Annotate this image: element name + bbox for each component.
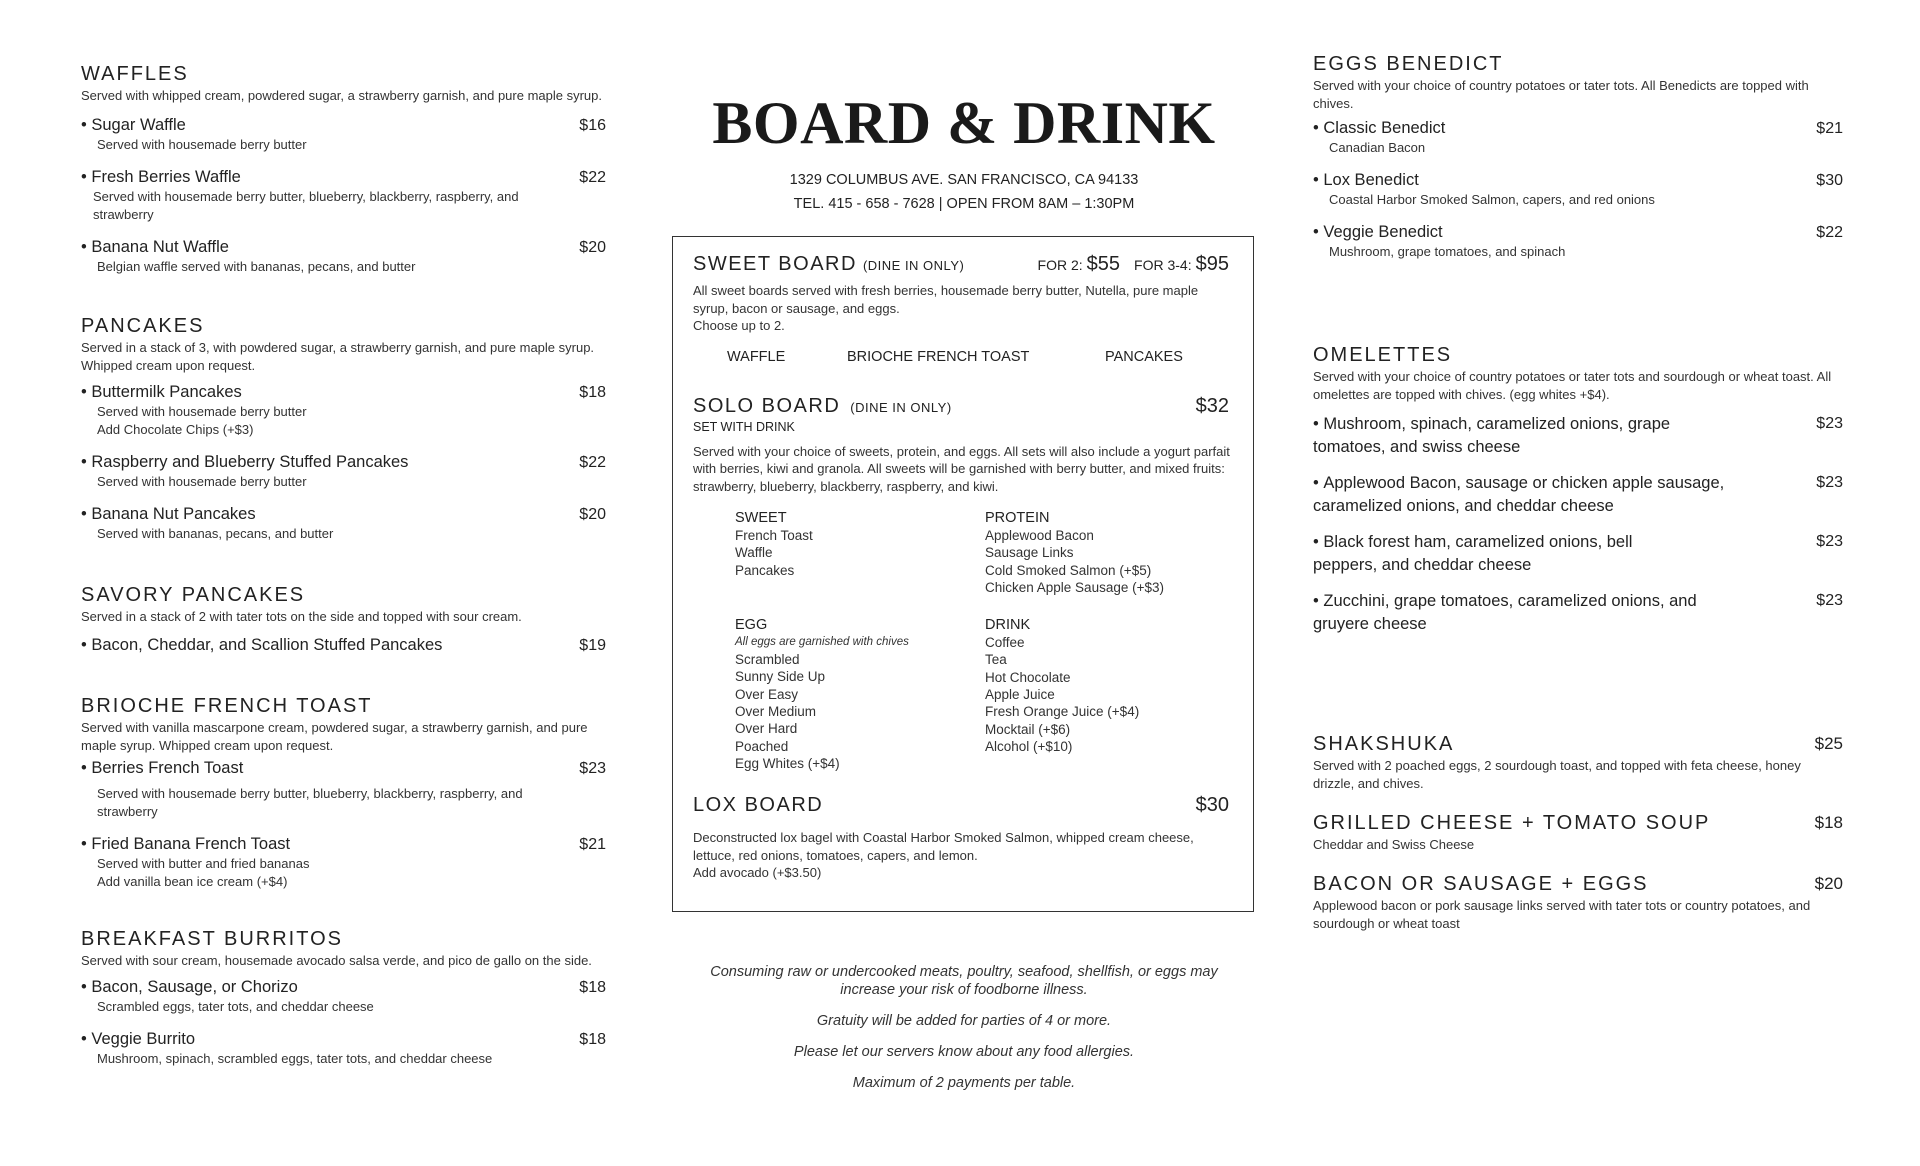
item-name: • Black forest ham, caramelized onions, bell peppers, and cheddar cheese	[1313, 531, 1683, 577]
item-price: $23	[1816, 533, 1843, 550]
lox-board-title: LOX BOARD $30	[693, 794, 1229, 817]
item-price: $20	[579, 506, 606, 523]
menu-item	[81, 237, 609, 276]
item-name: • Buttermilk Pancakes	[81, 382, 242, 403]
item-price: $19	[579, 637, 606, 654]
lox-board	[693, 794, 1233, 882]
section-waffles	[81, 62, 609, 276]
section-shakshuka	[1313, 732, 1855, 793]
menu-item	[81, 758, 609, 821]
item-name: • Classic Benedict	[1313, 118, 1445, 139]
item-name: • Mushroom, spinach, caramelized onions, grape tomatoes, and swiss cheese	[1313, 413, 1703, 459]
section-savory-pancakes	[81, 583, 609, 656]
section-title: PANCAKES	[81, 315, 205, 337]
item-price: $25	[1814, 734, 1843, 753]
item-name: • Banana Nut Waffle	[81, 237, 229, 258]
section-title: EGGS BENEDICT	[1313, 53, 1504, 75]
gratuity-note: Gratuity will be added for parties of 4 or more.	[816, 1013, 1112, 1029]
item-price: $18	[579, 1031, 606, 1048]
item-price: $20	[1814, 874, 1843, 893]
drink-options: DRINK Coffee Tea Hot Chocolate Apple Juice Fresh Orange Juice (+$4) Mocktail (+$6) Alcohol (+$10)	[985, 617, 1140, 754]
boards-box	[672, 236, 1254, 912]
payment-note: Maximum of 2 payments per table.	[852, 1075, 1076, 1091]
menu-item	[1313, 590, 1855, 636]
sweet-board-description: All sweet boards served with fresh berries, housemade berry butter, Nutella, pure maple syrup, bacon or sausage, and eggs. Choose up to 2.	[693, 283, 1199, 333]
sweet-board	[693, 253, 1233, 365]
item-price: $22	[579, 454, 606, 471]
sweet-board-choices: WAFFLE BRIOCHE FRENCH TOAST PANCAKES	[727, 348, 1183, 365]
section-description: Served with your choice of country potatoes or tater tots and sourdough or wheat toast. All omelettes are topped with chives. (egg whites +$4).	[1313, 369, 1832, 402]
menu-item	[81, 452, 609, 491]
right-column	[1313, 52, 1855, 933]
item-name: • Applewood Bacon, sausage or chicken apple sausage, caramelized onions, and cheddar cheese	[1313, 472, 1733, 518]
section-description: Served in a stack of 3, with powdered sugar, a strawberry garnish, and pure maple syrup. Whipped cream upon request.	[81, 340, 595, 373]
item-name: • Veggie Benedict	[1313, 222, 1443, 243]
left-column	[81, 62, 609, 1068]
item-description: Served with housemade berry butter, blueberry, blackberry, raspberry, and strawberry	[97, 786, 523, 819]
menu-item	[81, 382, 609, 439]
lox-board-description: Deconstructed lox bagel with Coastal Harbor Smoked Salmon, whipped cream cheese, lettuce, red onions, tomatoes, capers, and lemon. Add avocado (+$3.50)	[693, 830, 1194, 881]
solo-board-options	[693, 509, 1233, 772]
section-title: WAFFLES	[81, 63, 189, 85]
price-for-3-4: $95	[1195, 253, 1229, 275]
item-price: $16	[579, 117, 606, 134]
section-title: BREAKFAST BURRITOS	[81, 928, 343, 950]
menu-item	[81, 977, 609, 1016]
item-name: • Zucchini, grape tomatoes, caramelized onions, and gruyere cheese	[1313, 590, 1703, 636]
item-description: Mushroom, grape tomatoes, and spinach	[1329, 244, 1566, 259]
section-title: SAVORY PANCAKES	[81, 584, 306, 606]
sweet-options: SWEET French Toast Waffle Pancakes	[735, 510, 813, 578]
item-description: Canadian Bacon	[1329, 140, 1426, 155]
item-description: Served with butter and fried bananas	[97, 856, 310, 871]
menu-item	[81, 504, 609, 543]
section-title: SHAKSHUKA $25	[1313, 732, 1855, 756]
item-addon: Add vanilla bean ice cream (+$4)	[97, 874, 288, 889]
item-name: • Raspberry and Blueberry Stuffed Pancakes	[81, 452, 408, 473]
item-price: $21	[1816, 120, 1843, 137]
item-price: $18	[579, 384, 606, 401]
restaurant-header	[672, 88, 1256, 216]
item-description: Coastal Harbor Smoked Salmon, capers, and red onions	[1329, 192, 1655, 207]
menu-item	[1313, 170, 1855, 209]
item-name: • Fried Banana French Toast	[81, 834, 290, 855]
restaurant-address: 1329 COLUMBUS AVE. SAN FRANCISCO, CA 94133 TEL. 415 - 658 - 7628 | OPEN FROM 8AM – 1:30PM	[789, 172, 1139, 212]
section-bacon-eggs	[1313, 872, 1855, 933]
item-price: $23	[579, 760, 606, 777]
section-eggs-benedict	[1313, 52, 1855, 261]
food-safety-note: Consuming raw or undercooked meats, poultry, seafood, shellfish, or eggs may increase your risk of foodborne illness.	[710, 964, 1218, 998]
menu-item	[1313, 118, 1855, 157]
section-description: Served with your choice of country potatoes or tater tots. All Benedicts are topped with chives.	[1313, 78, 1809, 111]
item-description: Served with bananas, pecans, and butter	[97, 526, 334, 541]
section-breakfast-burritos	[81, 927, 609, 1068]
solo-board	[693, 395, 1233, 773]
menu-item	[81, 635, 609, 656]
section-description: Cheddar and Swiss Cheese	[1313, 837, 1475, 852]
menu-item	[1313, 222, 1855, 261]
section-grilled-cheese	[1313, 811, 1855, 854]
item-price: $22	[1816, 224, 1843, 241]
section-pancakes	[81, 314, 609, 543]
item-price: $23	[1816, 474, 1843, 491]
item-name: • Veggie Burrito	[81, 1029, 195, 1050]
menu-item	[81, 167, 609, 224]
item-description: Served with housemade berry butter	[97, 137, 307, 152]
item-description: Served with housemade berry butter	[97, 474, 307, 489]
menu-item	[81, 834, 609, 891]
sweet-board-title: SWEET BOARD (DINE IN ONLY) FOR 2: $55 FOR 3-4: $95	[693, 253, 1229, 275]
price-for-2: $55	[1086, 253, 1121, 275]
item-price: $30	[1816, 172, 1843, 189]
item-price: $23	[1816, 415, 1843, 432]
item-price: $21	[579, 836, 606, 853]
item-description: Scrambled eggs, tater tots, and cheddar cheese	[97, 999, 374, 1014]
lox-board-price: $30	[1195, 794, 1229, 817]
section-description: Served with whipped cream, powdered sugar, a strawberry garnish, and pure maple syrup.	[81, 88, 602, 103]
menu-item	[1313, 472, 1855, 518]
section-description: Served with 2 poached eggs, 2 sourdough toast, and topped with feta cheese, honey drizzle, and chives.	[1313, 758, 1801, 791]
menu-item	[1313, 413, 1855, 459]
item-description: Served with housemade berry butter, blueberry, blackberry, raspberry, and strawberry	[93, 189, 519, 222]
item-name: • Bacon, Cheddar, and Scallion Stuffed Pancakes	[81, 635, 442, 656]
item-name: • Lox Benedict	[1313, 170, 1419, 191]
protein-options: PROTEIN Applewood Bacon Sausage Links Cold Smoked Salmon (+$5) Chicken Apple Sausage (+$3)	[985, 510, 1164, 595]
menu-item	[81, 1029, 609, 1068]
item-name: • Banana Nut Pancakes	[81, 504, 256, 525]
section-description: Served in a stack of 2 with tater tots on the side and topped with sour cream.	[81, 609, 522, 624]
item-price: $18	[579, 979, 606, 996]
section-title: BACON OR SAUSAGE + EGGS $20	[1313, 872, 1855, 896]
menu-item	[81, 115, 609, 154]
solo-board-subtitle: SET WITH DRINK	[693, 419, 795, 434]
section-title: GRILLED CHEESE + TOMATO SOUP $18	[1313, 811, 1855, 835]
item-name: • Bacon, Sausage, or Chorizo	[81, 977, 298, 998]
section-description: Served with vanilla mascarpone cream, powdered sugar, a strawberry garnish, and pure maple syrup. Whipped cream upon request.	[81, 720, 588, 753]
section-brioche-french-toast	[81, 694, 609, 891]
solo-board-title: SOLO BOARD (DINE IN ONLY) $32	[693, 394, 1229, 417]
solo-board-price: $32	[1195, 394, 1229, 417]
allergy-note: Please let our servers know about any food allergies.	[793, 1044, 1135, 1060]
item-name: • Berries French Toast	[81, 758, 243, 779]
item-price: $22	[579, 169, 606, 186]
item-name: • Sugar Waffle	[81, 115, 186, 136]
section-title: BRIOCHE FRENCH TOAST	[81, 695, 373, 717]
item-price: $23	[1816, 592, 1843, 609]
item-addon: Add Chocolate Chips (+$3)	[97, 422, 254, 437]
item-description: Belgian waffle served with bananas, pecans, and butter	[97, 259, 416, 274]
menu-notes	[672, 963, 1256, 1105]
restaurant-name: BOARD & DRINK	[712, 90, 1216, 156]
egg-options: EGG All eggs are garnished with chives Scrambled Sunny Side Up Over Easy Over Medium Over Hard Poached Egg Whites (+$4)	[735, 617, 909, 771]
menu-item	[1313, 531, 1855, 577]
section-omelettes	[1313, 343, 1855, 636]
solo-board-description: Served with your choice of sweets, protein, and eggs. All sets will also include a yogurt parfait with berries, kiwi and granola. All sweets will be garnished with berry butter, and mixed fruits: strawberry, blueberry, blackberry, raspberry, and kiwi.	[693, 443, 1230, 494]
section-title: OMELETTES	[1313, 344, 1453, 366]
item-description: Mushroom, spinach, scrambled eggs, tater tots, and cheddar cheese	[97, 1051, 493, 1066]
item-price: $18	[1814, 813, 1843, 832]
item-name: • Fresh Berries Waffle	[81, 167, 241, 188]
item-price: $20	[579, 239, 606, 256]
section-description: Applewood bacon or pork sausage links served with tater tots or country potatoes, and sourdough or wheat toast	[1313, 898, 1811, 931]
item-description: Served with housemade berry butter	[97, 404, 307, 419]
section-description: Served with sour cream, housemade avocado salsa verde, and pico de gallo on the side.	[81, 953, 592, 968]
